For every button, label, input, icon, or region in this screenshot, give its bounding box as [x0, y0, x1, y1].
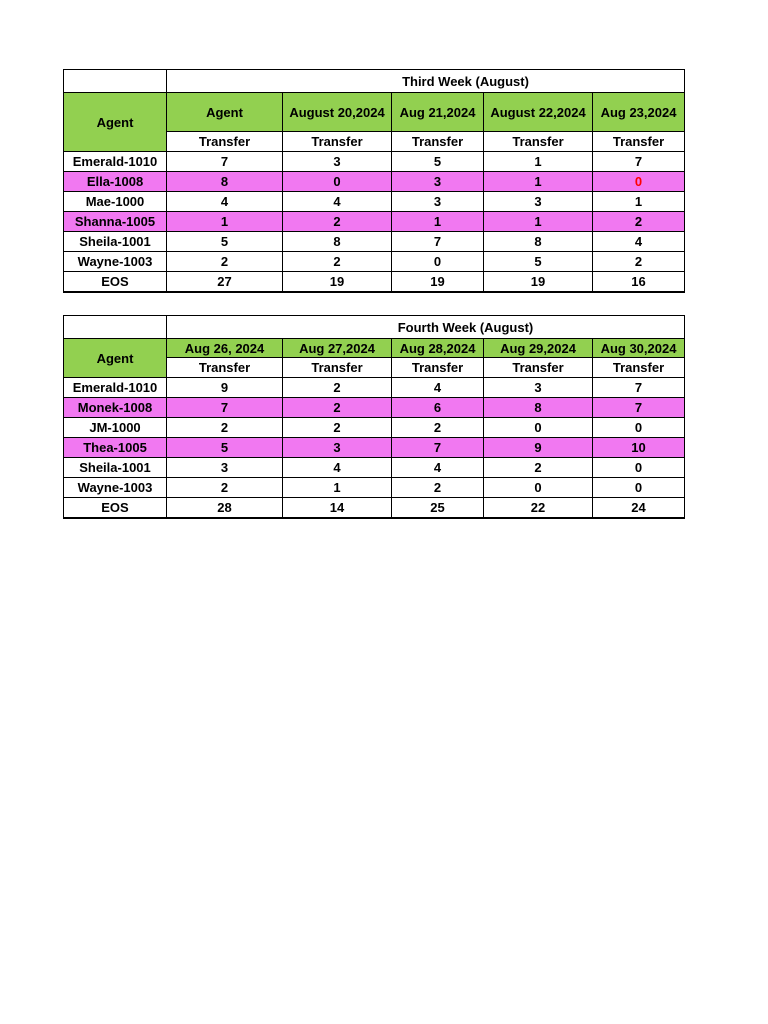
value-cell[interactable]: 2	[392, 478, 484, 498]
date-header[interactable]: Aug 27,2024	[283, 339, 392, 358]
eos-total-cell[interactable]: 25	[392, 498, 484, 519]
table-row	[64, 232, 685, 252]
value-cell[interactable]: 1	[167, 212, 283, 232]
date-header[interactable]: Aug 28,2024	[392, 339, 484, 358]
agent-name-cell[interactable]: Ella-1008	[64, 172, 167, 192]
agent-name-cell[interactable]: Thea-1005	[64, 438, 167, 458]
agent-name-cell[interactable]: Emerald-1010	[64, 152, 167, 172]
agent-name-cell[interactable]: Wayne-1003	[64, 252, 167, 272]
agent-name-cell[interactable]: Sheila-1001	[64, 232, 167, 252]
agent-name-cell[interactable]: Wayne-1003	[64, 478, 167, 498]
value-cell[interactable]: 0	[593, 418, 685, 438]
value-cell[interactable]: 5	[167, 438, 283, 458]
value-cell[interactable]: 2	[167, 418, 283, 438]
value-cell[interactable]: 4	[392, 378, 484, 398]
date-header[interactable]: Aug 21,2024	[392, 93, 484, 132]
transfer-subheader[interactable]: Transfer	[392, 358, 484, 378]
table-row	[64, 212, 685, 232]
table-row	[64, 172, 685, 192]
transfer-subheader[interactable]: Transfer	[593, 358, 685, 378]
eos-total-cell[interactable]: 19	[392, 272, 484, 293]
value-cell[interactable]: 8	[484, 398, 593, 418]
value-cell[interactable]: 4	[167, 192, 283, 212]
value-cell[interactable]: 3	[283, 438, 392, 458]
agent-name-cell[interactable]: Shanna-1005	[64, 212, 167, 232]
transfer-subheader[interactable]: Transfer	[167, 358, 283, 378]
value-cell[interactable]: 2	[593, 252, 685, 272]
eos-total-cell[interactable]: 22	[484, 498, 593, 519]
value-cell[interactable]: 0	[593, 478, 685, 498]
value-cell-alert[interactable]: 0	[593, 172, 685, 192]
eos-total-cell[interactable]: 14	[283, 498, 392, 519]
value-cell[interactable]: 1	[484, 212, 593, 232]
agent-column-header[interactable]: Agent	[64, 339, 167, 378]
third-week-title-spacer	[64, 70, 167, 93]
eos-total-cell[interactable]: 19	[484, 272, 593, 293]
fourth-week-title: Fourth Week (August)	[167, 316, 685, 339]
value-cell[interactable]: 6	[392, 398, 484, 418]
value-cell[interactable]: 1	[392, 212, 484, 232]
value-cell[interactable]: 3	[167, 458, 283, 478]
value-cell[interactable]: 2	[484, 458, 593, 478]
value-cell[interactable]: 8	[167, 172, 283, 192]
value-cell[interactable]: 2	[167, 252, 283, 272]
table-row	[64, 458, 685, 478]
agent-name-cell[interactable]: Sheila-1001	[64, 458, 167, 478]
third-week-title: Third Week (August)	[167, 70, 685, 93]
value-cell[interactable]: 7	[167, 398, 283, 418]
value-cell[interactable]: 2	[283, 252, 392, 272]
value-cell[interactable]: 3	[283, 152, 392, 172]
eos-row	[64, 498, 685, 519]
eos-row	[64, 272, 685, 293]
value-cell[interactable]: 5	[167, 232, 283, 252]
value-cell[interactable]: 0	[484, 478, 593, 498]
value-cell[interactable]: 0	[484, 418, 593, 438]
value-cell[interactable]: 10	[593, 438, 685, 458]
value-cell[interactable]: 1	[283, 478, 392, 498]
value-cell[interactable]: 3	[484, 192, 593, 212]
value-cell[interactable]: 4	[283, 192, 392, 212]
date-header[interactable]: August 22,2024	[484, 93, 593, 132]
table-row	[64, 252, 685, 272]
value-cell[interactable]: 4	[283, 458, 392, 478]
value-cell[interactable]: 2	[283, 398, 392, 418]
value-cell[interactable]: 5	[484, 252, 593, 272]
table-row	[64, 438, 685, 458]
value-cell[interactable]: 7	[593, 398, 685, 418]
date-header[interactable]: Aug 26, 2024	[167, 339, 283, 358]
value-cell[interactable]: 8	[484, 232, 593, 252]
fourth-week-table	[63, 315, 685, 519]
eos-total-cell[interactable]: 28	[167, 498, 283, 519]
table-row	[64, 192, 685, 212]
value-cell[interactable]: 2	[593, 212, 685, 232]
transfer-subheader[interactable]: Transfer	[392, 132, 484, 152]
value-cell[interactable]: 0	[283, 172, 392, 192]
date-header[interactable]: Aug 29,2024	[484, 339, 593, 358]
value-cell[interactable]: 7	[392, 232, 484, 252]
value-cell[interactable]: 7	[593, 378, 685, 398]
agent-name-cell[interactable]: Emerald-1010	[64, 378, 167, 398]
value-cell[interactable]: 9	[167, 378, 283, 398]
agent-name-cell[interactable]: Mae-1000	[64, 192, 167, 212]
agent-column-header[interactable]: Agent	[64, 93, 167, 152]
table-row	[64, 478, 685, 498]
fourth-week-title-spacer	[64, 316, 167, 339]
eos-total-cell[interactable]: 16	[593, 272, 685, 293]
value-cell[interactable]: 3	[392, 192, 484, 212]
transfer-subheader[interactable]: Transfer	[484, 132, 593, 152]
date-header[interactable]: Aug 30,2024	[593, 339, 685, 358]
value-cell[interactable]: 8	[283, 232, 392, 252]
value-cell[interactable]: 2	[283, 418, 392, 438]
transfer-subheader[interactable]: Transfer	[283, 358, 392, 378]
value-cell[interactable]: 2	[283, 378, 392, 398]
eos-total-cell[interactable]: 27	[167, 272, 283, 293]
agent-second-header[interactable]: Agent	[167, 93, 283, 132]
value-cell[interactable]: 4	[593, 232, 685, 252]
eos-total-cell[interactable]: 24	[593, 498, 685, 519]
table-row	[64, 378, 685, 398]
table-row	[64, 418, 685, 438]
value-cell[interactable]: 1	[484, 172, 593, 192]
value-cell[interactable]: 7	[593, 152, 685, 172]
value-cell[interactable]: 7	[392, 438, 484, 458]
date-header[interactable]: August 20,2024	[283, 93, 392, 132]
transfer-subheader[interactable]: Transfer	[484, 358, 593, 378]
value-cell[interactable]: 0	[392, 252, 484, 272]
value-cell[interactable]: 3	[392, 172, 484, 192]
value-cell[interactable]: 1	[484, 152, 593, 172]
value-cell[interactable]: 0	[593, 458, 685, 478]
value-cell[interactable]: 9	[484, 438, 593, 458]
agent-name-cell[interactable]: Monek-1008	[64, 398, 167, 418]
eos-label-cell[interactable]: EOS	[64, 272, 167, 293]
value-cell[interactable]: 7	[167, 152, 283, 172]
value-cell[interactable]: 3	[484, 378, 593, 398]
table-row	[64, 398, 685, 418]
value-cell[interactable]: 4	[392, 458, 484, 478]
eos-label-cell[interactable]: EOS	[64, 498, 167, 519]
agent-name-cell[interactable]: JM-1000	[64, 418, 167, 438]
value-cell[interactable]: 2	[283, 212, 392, 232]
value-cell[interactable]: 5	[392, 152, 484, 172]
table-row	[64, 152, 685, 172]
date-header[interactable]: Aug 23,2024	[593, 93, 685, 132]
transfer-subheader[interactable]: Transfer	[593, 132, 685, 152]
transfer-subheader[interactable]: Transfer	[167, 132, 283, 152]
transfer-subheader[interactable]: Transfer	[283, 132, 392, 152]
value-cell[interactable]: 1	[593, 192, 685, 212]
value-cell[interactable]: 2	[167, 478, 283, 498]
eos-total-cell[interactable]: 19	[283, 272, 392, 293]
third-week-table	[63, 69, 685, 293]
value-cell[interactable]: 2	[392, 418, 484, 438]
